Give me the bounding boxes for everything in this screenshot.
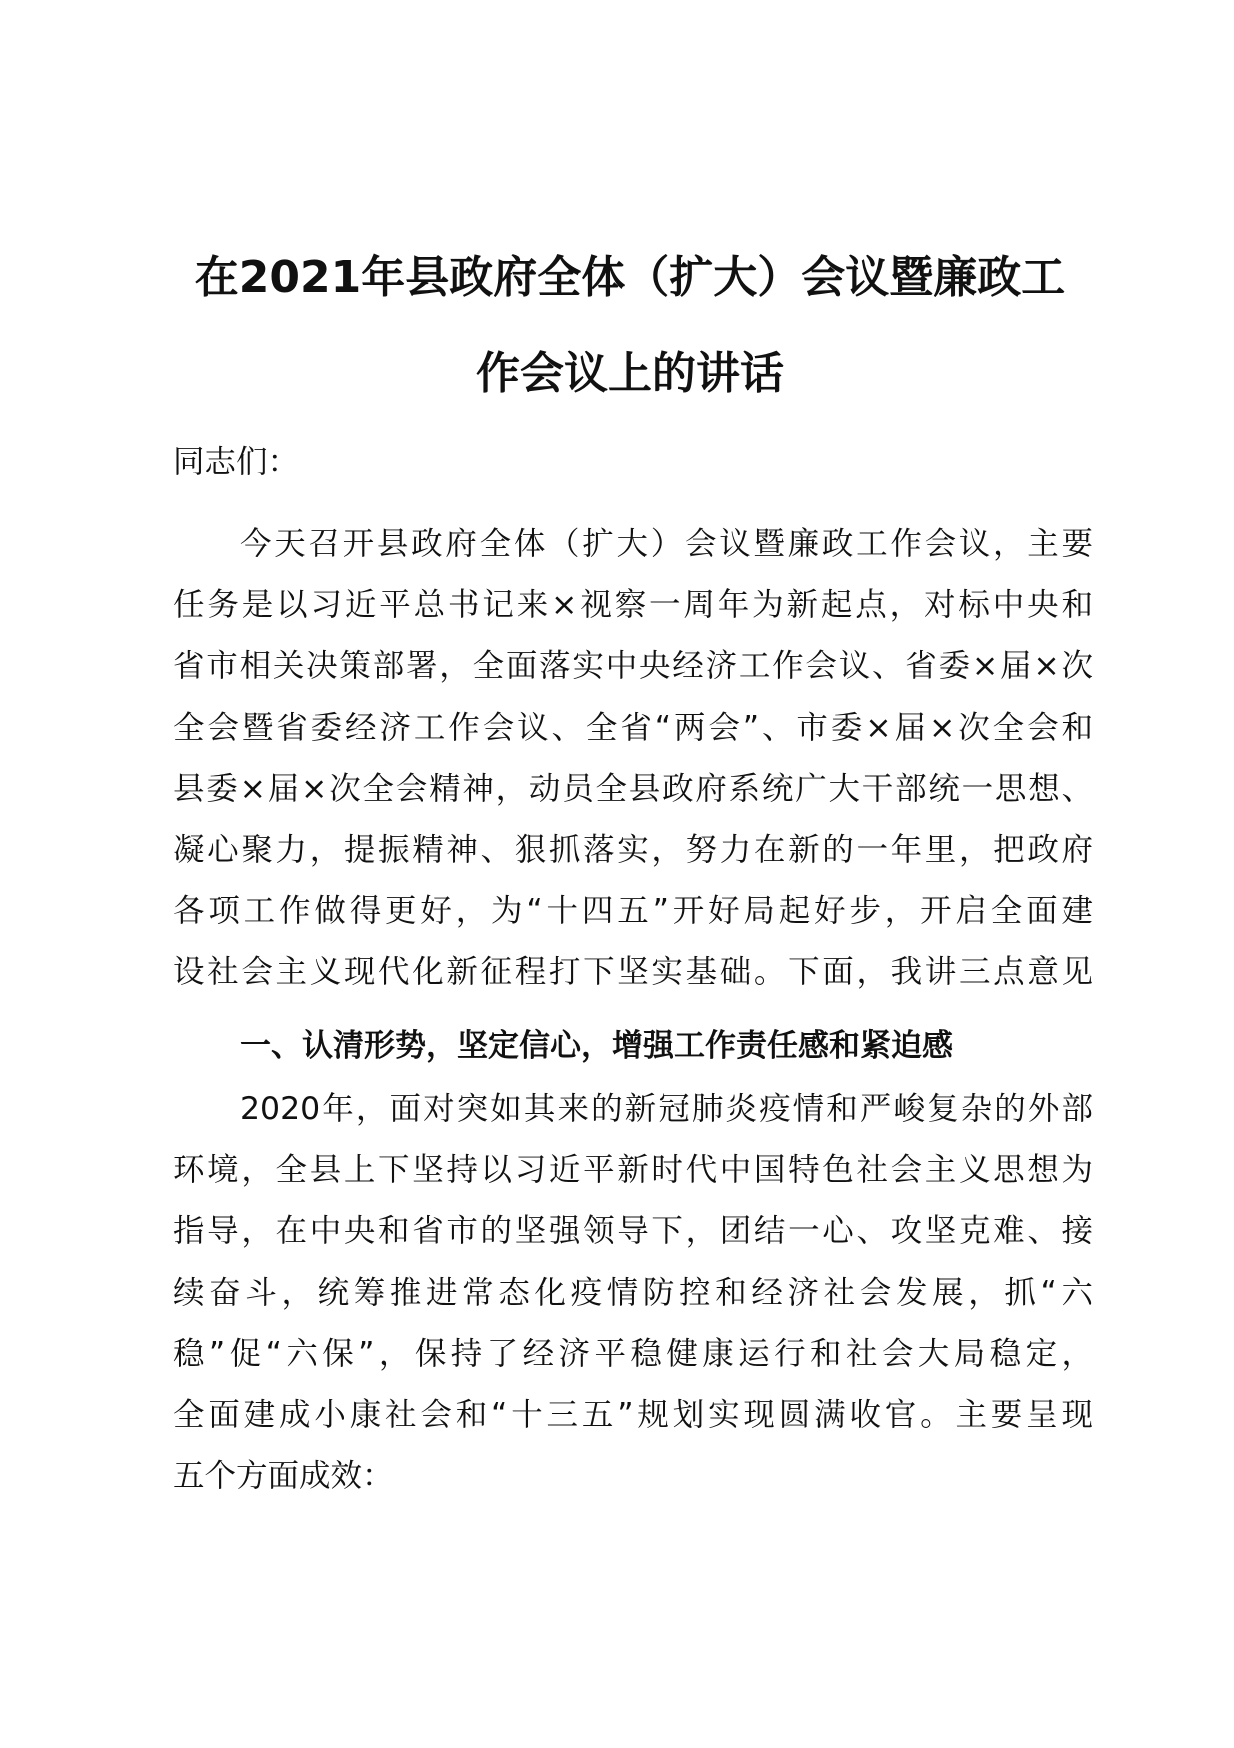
paragraph-1-line: 全会暨省委经济工作会议、全省“两会”、市委×届×次全会和 bbox=[173, 709, 1093, 746]
paragraph-1-line: 今天召开县政府全体（扩大）会议暨廉政工作会议，主要 bbox=[240, 526, 1093, 562]
salutation: 同志们： bbox=[173, 444, 300, 480]
section-1-heading: 一、认清形势，坚定信心，增强工作责任感和紧迫感 bbox=[240, 1028, 953, 1064]
document-title-line-1: 在2021年县政府全体（扩大）会议暨廉政工 bbox=[194, 252, 1066, 303]
document-title-line-2: 作会议上的讲话 bbox=[476, 348, 784, 399]
paragraph-1-line: 各项工作做得更好，为“十四五”开好局起好步，开启全面建 bbox=[173, 893, 1093, 930]
paragraph-2-line: 稳”促“六保”，保持了经济平稳健康运行和社会大局稳定， bbox=[173, 1335, 1093, 1372]
paragraph-1-line: 设社会主义现代化新征程打下坚实基础。下面，我讲三点意见 bbox=[173, 954, 1093, 991]
paragraph-2-line: 全面建成小康社会和“十三五”规划实现圆满收官。主要呈现 bbox=[173, 1396, 1093, 1433]
paragraph-2-line: 2020年，面对突如其来的新冠肺炎疫情和严峻复杂的外部 bbox=[240, 1091, 1093, 1127]
paragraph-1-line: 凝心聚力，提振精神、狠抓落实，努力在新的一年里，把政府 bbox=[173, 831, 1093, 868]
paragraph-2-line: 指导，在中央和省市的坚强领导下，团结一心、攻坚克难、接 bbox=[173, 1213, 1093, 1250]
paragraph-1 bbox=[173, 514, 1093, 1004]
paragraph-1-line: 省市相关决策部署，全面落实中央经济工作会议、省委×届×次 bbox=[173, 648, 1093, 685]
paragraph-2-line: 续奋斗，统筹推进常态化疫情防控和经济社会发展，抓“六 bbox=[173, 1274, 1093, 1311]
paragraph-1-line: 任务是以习近平总书记来×视察一周年为新起点，对标中央和 bbox=[173, 587, 1093, 624]
paragraph-2 bbox=[173, 1079, 1093, 1507]
paragraph-2-line: 环境，全县上下坚持以习近平新时代中国特色社会主义思想为 bbox=[173, 1152, 1093, 1189]
paragraph-1-line: 县委×届×次全会精神，动员全县政府系统广大干部统一思想、 bbox=[173, 770, 1093, 807]
paragraph-2-line: 五个方面成效： bbox=[173, 1458, 394, 1495]
